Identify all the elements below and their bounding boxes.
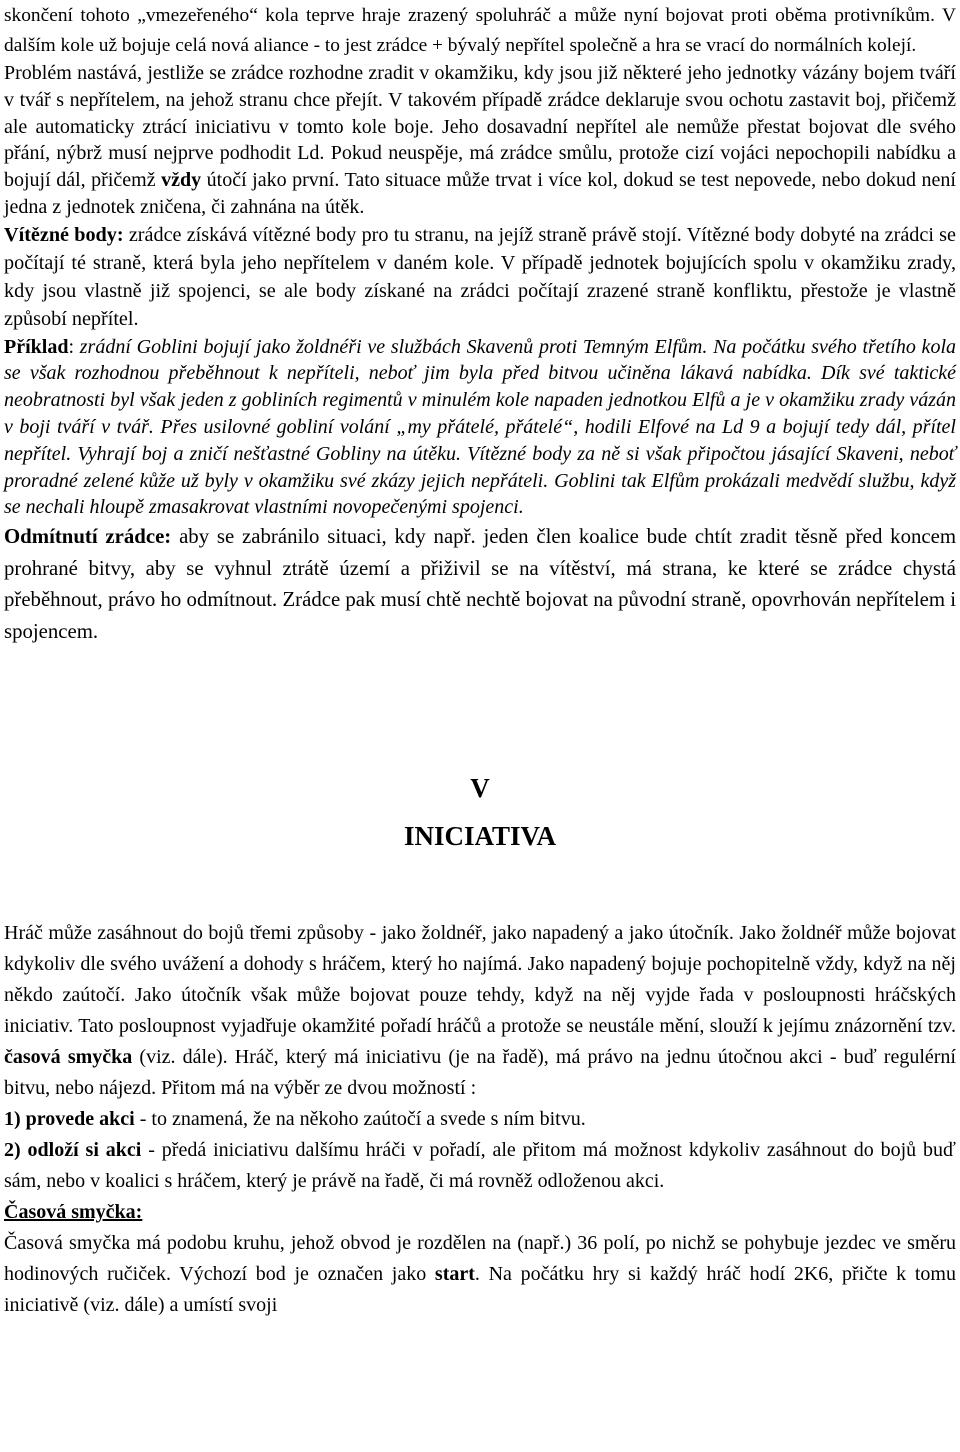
paragraph-text: zrádce získává vítězné body pro tu stranu, na jejíž straně právě stojí. Vítězné body dobyté na zrádci se počítají té straně, která byla jeho nepřítelem v daném kole. V případě jednotek bojujících spolu v okamžiku zrady, kdy jsou vlastně již spojenci, se ale body získané na zrádci počítají zrazené straně konfliktu, přestože je vlastně způsobí nepřítel. — [4, 223, 956, 331]
paragraph-text: Problém nastává, jestliže se zrádce rozhodne zradit v okamžiku, kdy jsou již některé jeho jednotky vázány bojem tváří v tvář s nepřítelem, na jehož stranu chce přejít. V takovém případě zrádce deklaruje svou ochotu zastavit boj, přičemž ale automaticky ztrácí iniciativu v tomto kole boje. Jeho dosavadní nepřítel ale nemůže přestat bojovat dle svého přání, nýbrž musí nejprve podhodit Ld. Pokud neuspěje, má zrádce smůlu, protože cizí vojáci nepochopili nabídku a bojují dál, přičemž — [4, 62, 956, 192]
paragraph-refusal — [4, 521, 956, 647]
chapter-title: INICIATIVA — [403, 821, 557, 852]
option-one — [4, 1104, 956, 1135]
option-two-text: - předá iniciativu dalšímu hráči v pořadí, ale přitom má možnost kdykoliv zasáhnout do bojů buď sám, nebo v koalici s hráčem, který je právě na řadě, či má rovněž odloženou akci. — [4, 1139, 956, 1193]
time-loop-term: časová smyčka — [4, 1046, 133, 1069]
paragraph-text: Časová smyčka má podobu kruhu, jehož obvod je rozdělen na (např.) 36 polí, po nichž se pohybuje jezdec ve směru hodinových ručiček. Výchozí bod je označen jako — [4, 1232, 956, 1286]
paragraph-victory-points — [4, 221, 956, 334]
paragraph-continuation — [4, 0, 956, 60]
paragraph-text: skončení tohoto „vmezeřeného“ kola teprve hraje zrazený spoluhráč a může nyní bojovat proti oběma protivníkům. V dalším kole už bojuje celá nová aliance - to jest zrádce + bývalý nepřítel společně a hra se vrací do normálních kolejí. — [4, 5, 956, 56]
time-loop-heading-text: Časová smyčka: — [4, 1201, 143, 1224]
refusal-label: Odmítnutí zrádce: — [4, 525, 172, 549]
option-one-label: 1) provede akci — [4, 1108, 135, 1131]
chapter-heading — [4, 764, 956, 860]
option-one-text: - to znamená, že na někoho zaútočí a svede s ním bitvu. — [134, 1108, 586, 1131]
paragraph-example — [4, 334, 956, 522]
option-two — [4, 1135, 956, 1197]
chapter-number: V — [470, 773, 490, 804]
paragraph-text: (viz. dále). Hráč, který má iniciativu (je na řadě), má právo na jednu útočnou akci - buď regulérní bitvu, nebo nájezd. Přitom má na výběr ze dvou možností : — [4, 1046, 956, 1100]
paragraph-problem — [4, 60, 956, 221]
victory-points-label: Vítězné body: — [4, 223, 124, 246]
paragraph-text: Hráč může zasáhnout do bojů třemi způsoby - jako žoldnéř, jako napadený a jako útočník. Jako žoldnéř může bojovat kdykoliv dle svého uvážení a dohody s hráčem, který ho najímá. Jako napadený bojuje pochopitelně vždy, když na něj někdo zaútočí. Jako útočník však může bojovat pouze tehdy, když na něj vyjde řada v posloupnosti hráčských iniciativ. Tato posloupnost vyjadřuje okamžité pořadí hráčů a protože se neustále mění, slouží k jejímu znázornění tzv. — [4, 922, 956, 1038]
paragraph-time-loop — [4, 1228, 956, 1321]
spacer — [4, 860, 956, 918]
emphasis-always: vždy — [161, 169, 202, 192]
paragraph-initiative — [4, 918, 956, 1104]
start-term: start — [434, 1263, 475, 1286]
paragraph-text: útočí jako první. Tato situace může trvat i více kol, dokud se test nepovede, nebo dokud není jedna z jednotek zničena, či zahnána na útěk. — [4, 169, 956, 218]
paragraph-text: . Na počátku hry si každý hráč hodí 2K6, přičte k tomu iniciativě (viz. dále) a umístí svoji — [4, 1263, 956, 1317]
paragraph-text: aby se zabránilo situaci, kdy např. jeden člen koalice bude chtít zradit těsně před koncem prohrané bitvy, aby se vyhnul ztrátě území a přiživil se na vítěství, má strana, ke které se zrádce chystá přeběhnout, právo ho odmítnout. Zrádce pak musí chtě nechtě bojovat na původní straně, opovrhován nepřítelem i spojencem. — [4, 525, 957, 643]
time-loop-heading — [4, 1197, 956, 1228]
example-colon: : — [68, 335, 75, 358]
option-two-label: 2) odloží si akci — [4, 1139, 142, 1162]
example-label: Příklad — [4, 335, 69, 358]
example-text: zrádní Goblini bojují jako žoldnéři ve službách Skavenů proti Temným Elfům. Na počátku svého třetího kola se však rozhodnou přeběhnout k nepříteli, neboť jim byla před bitvou učiněna lákavá nabídka. Dík své taktické neobratnosti byl však jeden z gobliních regimentů v minulém kole napaden jednotkou Elfů a je v okamžiku zrady vázán v boji tváří v tvář. Přes usilovné gobliní volání „my přátelé, přátelé“, hodili Elfové na Ld 9 a bojují tedy dál, přítel nepřítel. Vyhrají boj a zničí nešťastné Gobliny na útěku. Vítězné body za ně si však připočtou jásající Skaveni, neboť proradné zelené kůže už byly v okamžiku své zkázy jejich nepřáteli. Goblini tak Elfům prokázali medvědí službu, když se nechali hloupě zmasakrovat vlastními novopečenými spojenci. — [4, 335, 956, 519]
